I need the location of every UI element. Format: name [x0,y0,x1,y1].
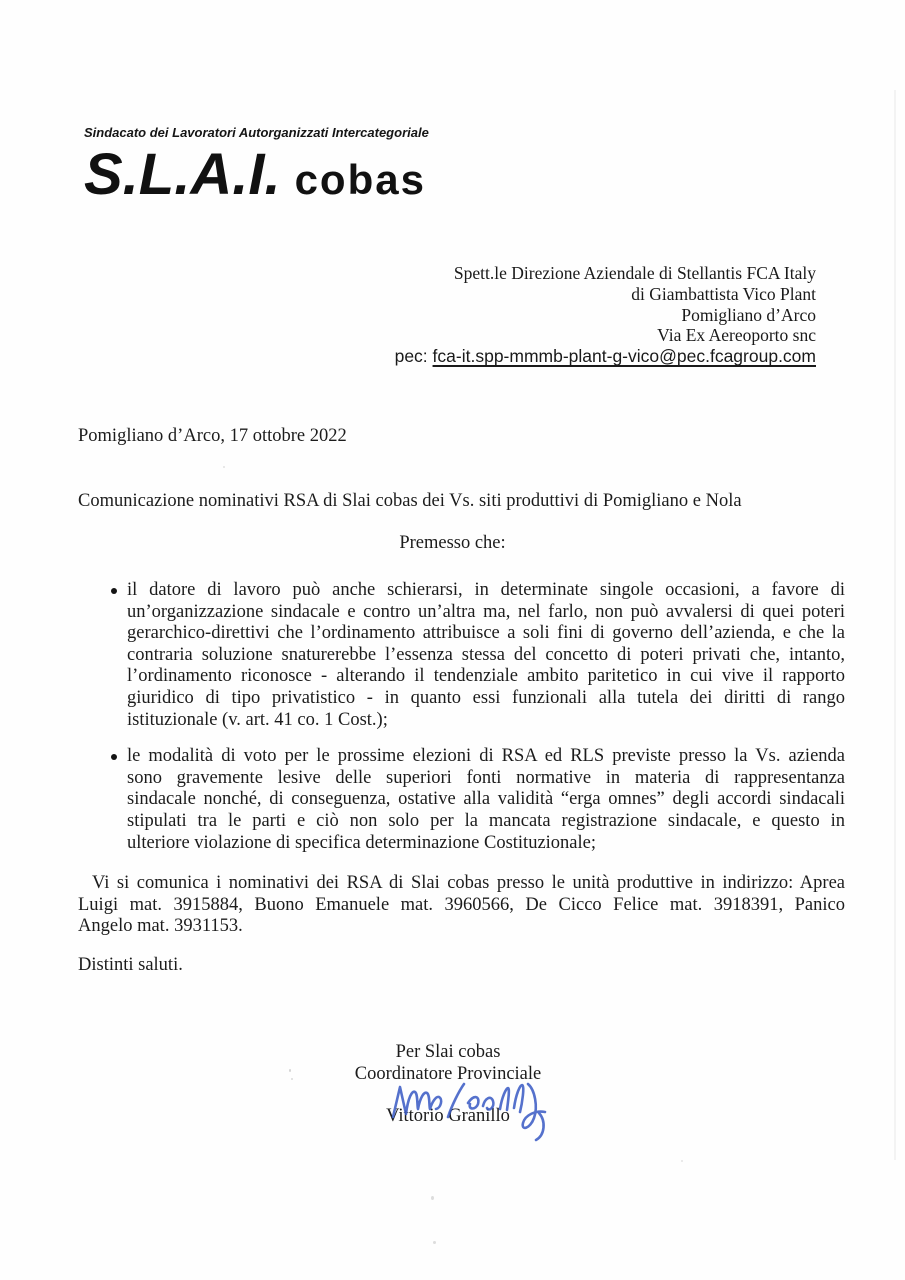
union-suffix: cobas [294,156,426,203]
bullet-1-text: il datore di lavoro può anche schierarsi, in determinate singole occasioni, a favore di un’organizzazione sindacale e contro un’altra ma, nel farlo, non può avvalersi di quei poteri gerarchico-direttivi che l’ordinamento attribuisce a soli fini di governo dell’azienda, e che la contraria soluzione snaturerebbe l’essenza stessa del concetto di poteri privati che, intanto, l’ordinamento riconosce - alterando il tendenziale ambito paritetico in cui vive il rapporto giuridico di tipo privatistico - in quanto essi funzionali alla tutela dei diritti di rango istituzionale (v. art. 41 co. 1 Cost.); [127,580,845,730]
scan-page-edge [894,90,896,1160]
handwritten-signature [388,1079,563,1145]
union-tagline: Sindacato dei Lavoratori Autorganizzati Intercategoriale [84,125,429,140]
pec-line [395,346,816,367]
bullet-list [78,580,845,854]
recipient-address-lines: Spett.le Direzione Aziendale di Stellantis FCA Italy di Giambattista Vico Plant Pomigliano d’Arco Via Ex Aereoporto snc [453,263,816,346]
recipient-address-block [395,263,816,367]
signature-role-line2: Coordinatore Provinciale [354,1064,542,1084]
scan-speck [431,1196,434,1200]
bullet-item-2 [78,746,845,854]
subject-line: Comunicazione nominativi RSA di Slai cobas dei Vs. siti produttivi di Pomigliano e Nola [78,491,742,511]
union-logo [84,141,429,208]
scan-speck [289,1069,291,1072]
premise-heading: Premesso che: [399,533,506,553]
signer-printed-name: Vittorio Granillo [386,1106,510,1126]
signature-role-line1: Per Slai cobas [395,1042,501,1062]
salutation: Distinti saluti. [78,955,183,975]
bullet-dot-icon [111,588,117,594]
scan-speck [291,1078,293,1080]
scan-speck [681,1160,683,1162]
dateline: Pomigliano d’Arco, 17 ottobre 2022 [78,426,347,446]
scan-speck [433,1241,436,1244]
bullet-2-text: le modalità di voto per le prossime elezioni di RSA ed RLS previste presso la Vs. azienda sono gravemente lesive delle superiori fonti normative in materia di rappresentanza sindacale nonché, di conseguenza, ostative alla validità “erga omnes” degli accordi sindacali stipulati tra le parti e ciò non solo per la mancata registrazione sindacale, e questo in ulteriore violazione di specifica determinazione Costituzionale; [127,746,845,853]
scan-speck [223,466,225,468]
bullet-item-1 [78,580,845,731]
union-acronym: S.L.A.I. [84,142,281,207]
letterhead [84,125,429,208]
pec-label: pec: [394,346,433,367]
pec-email-address: fca-it.spp-mmmb-plant-g-vico@pec.fcagroup.com [432,346,816,367]
bullet-dot-icon [111,754,117,760]
closing-paragraph: Vi si comunica i nominativi dei RSA di Slai cobas presso le unità produttive in indirizzo: Aprea Luigi mat. 3915884, Buono Emanuele mat. 3960566, De Cicco Felice mat. 3918391, Panico Angelo mat. 3931153. [78,873,845,937]
